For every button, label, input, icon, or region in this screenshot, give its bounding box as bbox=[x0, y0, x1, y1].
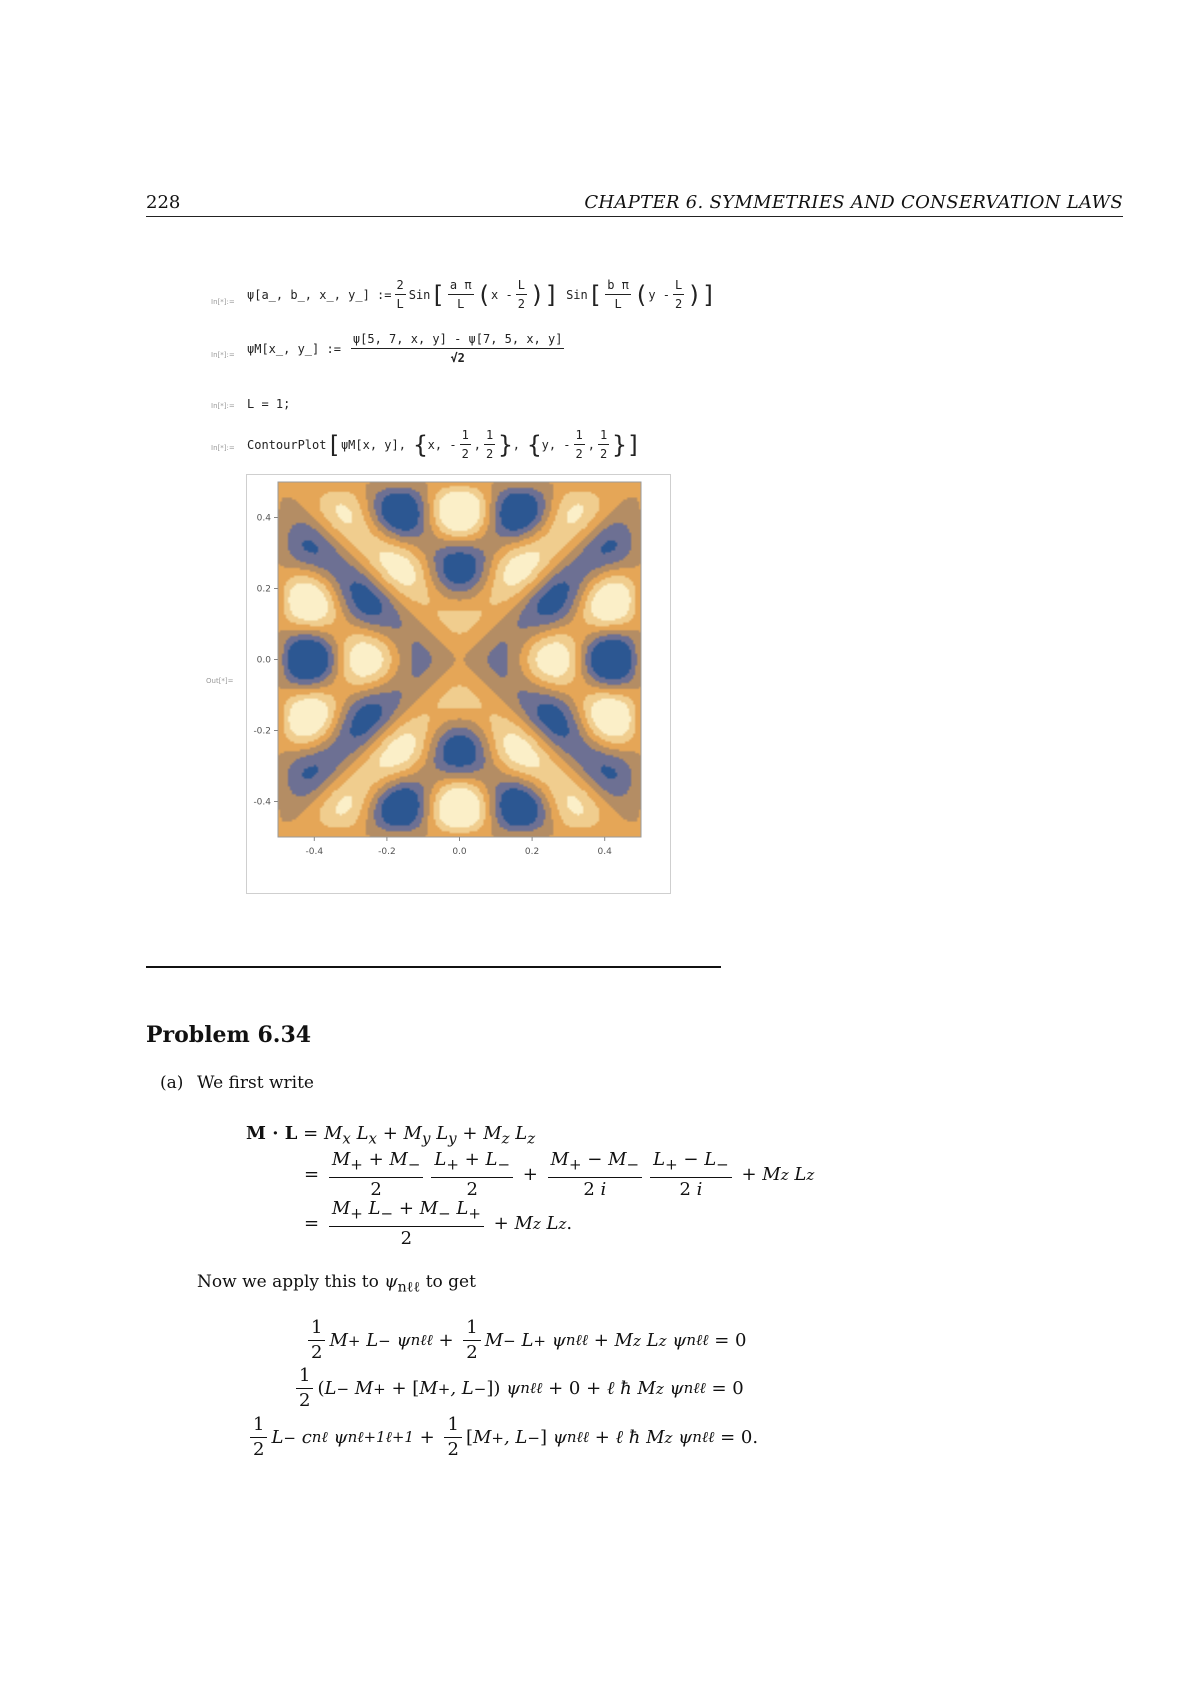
page-number: 228 bbox=[146, 192, 181, 213]
in-label-1: In[*]:= bbox=[211, 298, 235, 306]
paren-open-2: ( bbox=[633, 280, 649, 309]
in-label-4: In[*]:= bbox=[211, 444, 235, 452]
mathematica-line-psi bbox=[247, 278, 716, 311]
y-tick-label: 0.4 bbox=[256, 513, 271, 524]
paren-open: ( bbox=[476, 280, 492, 309]
contour-plot bbox=[246, 474, 671, 894]
x-tick-label: 0.0 bbox=[452, 847, 467, 857]
mathematica-line-psiM bbox=[247, 332, 567, 365]
y-tick-label: -0.4 bbox=[253, 797, 271, 808]
section-rule bbox=[146, 966, 721, 968]
eq-ML-line2: = $\frac{M_+ + M_-}{2}$ $\frac{L_+ + L_-}{2}$ + $\frac{M_+ - M_-}{2 i}$ $\frac{L_+ - L_-}{2 i}$ + M z L z bbox=[304, 1149, 815, 1200]
eq-apply-line2: $\frac{1}{2}$ ( L − M + + [ M + , L − ] ) ψ nℓℓ + 0 + ℓ ħ M z ψ nℓℓ = 0 bbox=[292, 1366, 744, 1411]
contourplot-head: ContourPlot bbox=[247, 437, 327, 452]
y-tick-label: 0.2 bbox=[256, 584, 271, 595]
sin-2: Sin bbox=[566, 287, 588, 302]
problem-title: Problem 6.34 bbox=[146, 1022, 312, 1048]
out-label: Out[*]= bbox=[206, 677, 234, 685]
part-a-label: (a) bbox=[160, 1073, 184, 1093]
x-tick-label: -0.2 bbox=[378, 847, 396, 857]
x-tick-label: -0.4 bbox=[305, 847, 324, 857]
frac-bpi-over-L: $\frac{\text{b π}}{L}$ bbox=[607, 278, 629, 311]
frac-api-over-L: $\frac{\text{a π}}{L}$ bbox=[449, 278, 472, 311]
bracket-open-2: [ bbox=[587, 280, 603, 309]
eq-apply-line1: $\frac{1}{2}$ M + L − ψ nℓℓ + $\frac{1}{2}$ M − L + ψ nℓℓ + M z L z ψ nℓℓ = 0 bbox=[304, 1318, 746, 1363]
x-range-var: x, - bbox=[427, 437, 457, 452]
contour-fill bbox=[278, 482, 641, 837]
mathematica-line-contourplot: ContourPlot [ ψM[x, y], { x, - $\frac{1}{2}$ , $\frac{1}{2}$ } , { y, - $\frac{1}{2}$ , $\frac{1}{2}$ }] bbox=[247, 428, 642, 461]
chapter-title: CHAPTER 6. SYMMETRIES AND CONSERVATION LAWS bbox=[584, 192, 1123, 213]
x-tick-label: 0.2 bbox=[524, 847, 540, 857]
sin-1: Sin bbox=[408, 287, 431, 302]
bracket-open: [ bbox=[430, 280, 445, 309]
eq-ML-line3: = $\frac{M_+ L_- + M_- L_+}{2}$ + M z L z . bbox=[304, 1198, 573, 1249]
eq-ML-line1: $M \cdot L = M_x$ $L_x + M_y$ $L_y + M_z$ $L_z$ bbox=[246, 1123, 536, 1148]
eq-apply-line3: $\frac{1}{2}$ L − c nℓ ψ nℓ+1ℓ+1 + $\frac{1}{2}$ [ M + , L − ] ψ nℓℓ + ℓ ħ M z ψ nℓℓ = 0. bbox=[246, 1415, 758, 1460]
paren-close-2: )] bbox=[687, 280, 717, 309]
paren-close: )] bbox=[529, 280, 559, 309]
y-tick-label: 0.0 bbox=[256, 655, 271, 666]
header-rule bbox=[146, 216, 1123, 217]
y-tick-label: -0.2 bbox=[253, 726, 271, 737]
now-apply-text: Now we apply this to $\psi_{n\ell\ell}$ to get bbox=[197, 1272, 476, 1296]
x-tick-label: 0.4 bbox=[597, 847, 612, 857]
y-range-var: y, - bbox=[541, 437, 571, 452]
mathematica-line-L: L = 1; bbox=[247, 397, 291, 411]
line2-lhs: ψM[x_, y_] := bbox=[247, 341, 341, 356]
frac-L-over-2: $\frac{L}{2}$ bbox=[517, 278, 525, 311]
in-label-3: In[*]:= bbox=[211, 402, 235, 410]
frac-psiM: $\frac{\psi[5, 7, x, y] - \psi[7, 5, x, y]}{√2}$ bbox=[352, 332, 563, 365]
y-minus: y - bbox=[648, 287, 671, 302]
in-label-2: In[*]:= bbox=[211, 351, 235, 359]
frac-2-over-L: $\frac{2}{L}$ bbox=[396, 278, 404, 311]
contour-image bbox=[278, 482, 641, 837]
line1-lhs: ψ[a_, b_, x_, y_] := bbox=[247, 287, 392, 302]
contourplot-arg: ψM[x, y], bbox=[340, 437, 406, 452]
x-minus: x - bbox=[491, 287, 513, 302]
frac-L-over-2-b: $\frac{L}{2}$ bbox=[675, 278, 683, 311]
part-a-text: We first write bbox=[197, 1073, 314, 1093]
